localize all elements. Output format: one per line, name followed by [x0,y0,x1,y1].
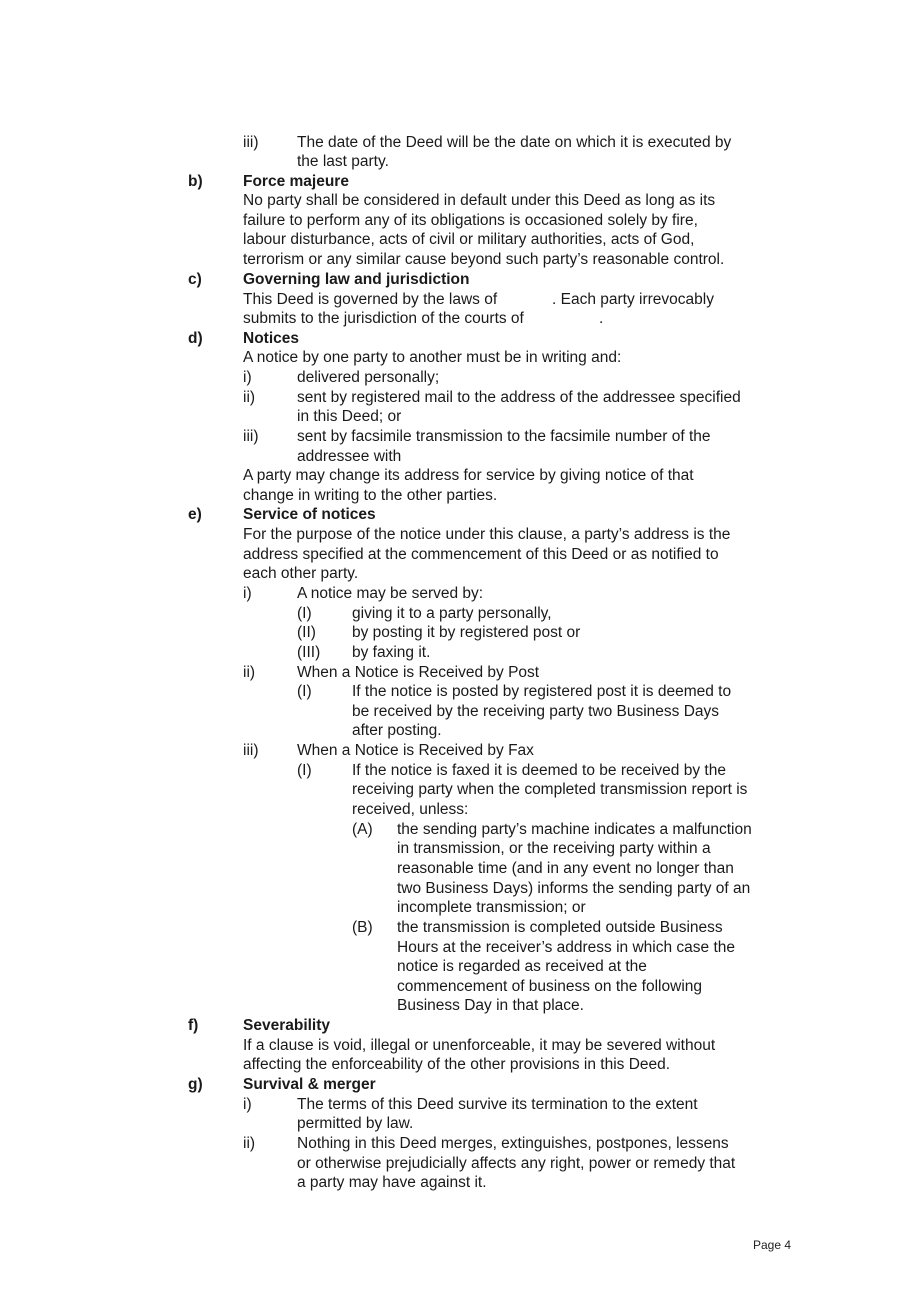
clause-text: A notice by one party to another must be in writing and: [243,349,622,366]
clause-text: The terms of this Deed survive its termination to the extent [297,1096,698,1113]
item-label: i) [243,369,252,386]
clause-text: If the notice is posted by registered post it is deemed to [352,683,732,700]
clause-text: Hours at the receiver’s address in which case the [397,939,736,956]
clause-text: in transmission, or the receiving party within a [397,840,711,857]
clause-text: two Business Days) informs the sending party of an [397,880,751,897]
clause-text: labour disturbance, acts of civil or military authorities, acts of God, [243,231,695,248]
clause-text: after posting. [352,722,442,739]
clause-text: in this Deed; or [297,408,402,425]
sub-item-label: (II) [297,624,316,641]
clause-text: the transmission is completed outside Business [397,919,723,936]
clause-text: be received by the receiving party two Business Days [352,703,720,720]
clause-text: address specified at the commencement of this Deed or as notified to [243,546,719,563]
clause-text: by posting it by registered post or [352,624,581,641]
section-heading: Survival & merger [243,1076,376,1093]
clause-text: A notice may be served by: [297,585,484,602]
item-label: ii) [243,389,256,406]
item-label: ii) [243,664,256,681]
clause-text: Business Day in that place. [397,997,584,1014]
clause-text: Nothing in this Deed merges, extinguishes, postpones, lessens [297,1135,729,1152]
clause-text: This Deed is governed by the laws of [243,291,498,308]
section-label: d) [188,330,203,347]
section-label: c) [188,271,202,288]
clause-text: delivered personally; [297,369,440,386]
clause-text: submits to the jurisdiction of the courts of [243,310,524,327]
sub-item-label: (I) [297,683,312,700]
clause-text: the last party. [297,153,389,170]
clause-text: by faxing it. [352,644,431,661]
clause-text: reasonable time (and in any event no longer than [397,860,734,877]
clause-text: . Each party irrevocably [552,291,714,308]
clause-text: For the purpose of the notice under this clause, a party’s address is the [243,526,731,543]
section-label: e) [188,506,202,523]
sub-item-label: (III) [297,644,321,661]
section-heading: Severability [243,1017,331,1034]
item-label: i) [243,585,252,602]
clause-text: change in writing to the other parties. [243,487,498,504]
clause-text: sent by registered mail to the address of the addressee specified [297,389,741,406]
clause-text: sent by facsimile transmission to the facsimile number of the [297,428,711,445]
clause-text: When a Notice is Received by Fax [297,742,534,759]
sub-sub-item-label: (A) [352,821,373,838]
item-label: i) [243,1096,252,1113]
section-label: f) [188,1017,199,1034]
section-label: b) [188,173,203,190]
clause-text: or otherwise prejudicially affects any right, power or remedy that [297,1155,736,1172]
sub-item-label: (I) [297,605,312,622]
item-label: iii) [243,428,259,445]
clause-text: A party may change its address for service by giving notice of that [243,467,694,484]
clause-text: incomplete transmission; or [397,899,586,916]
clause-text: addressee with [297,448,402,465]
clause-text: notice is regarded as received at the [397,958,647,975]
clause-text: The date of the Deed will be the date on which it is executed by [297,134,732,151]
section-heading: Notices [243,330,299,347]
clause-text: each other party. [243,565,359,582]
clause-text: terrorism or any similar cause beyond such party’s reasonable control. [243,251,725,268]
clause-text: the sending party’s machine indicates a malfunction [397,821,752,838]
item-label: ii) [243,1135,256,1152]
clause-text: affecting the enforceability of the other provisions in this Deed. [243,1056,671,1073]
clause-text: commencement of business on the following [397,978,702,995]
item-label: iii) [243,742,259,759]
page-number: Page 4 [753,1238,792,1252]
clause-text: If a clause is void, illegal or unenforceable, it may be severed without [243,1037,716,1054]
section-heading: Service of notices [243,506,376,523]
sub-sub-item-label: (B) [352,919,373,936]
section-heading: Governing law and jurisdiction [243,271,470,288]
clause-text: giving it to a party personally, [352,605,552,622]
clause-text: permitted by law. [297,1115,414,1132]
clause-text: When a Notice is Received by Post [297,664,540,681]
clause-text: received, unless: [352,801,469,818]
clause-text: . [599,310,604,327]
clause-text: No party shall be considered in default under this Deed as long as its [243,192,716,209]
clause-text: receiving party when the completed transmission report is [352,781,748,798]
clause-text: failure to perform any of its obligations is occasioned solely by fire, [243,212,698,229]
sub-item-label: (I) [297,762,312,779]
clause-text: a party may have against it. [297,1174,487,1191]
clause-text: If the notice is faxed it is deemed to be received by the [352,762,726,779]
section-label: g) [188,1076,203,1093]
clause-label: iii) [243,134,259,151]
section-heading: Force majeure [243,173,349,190]
